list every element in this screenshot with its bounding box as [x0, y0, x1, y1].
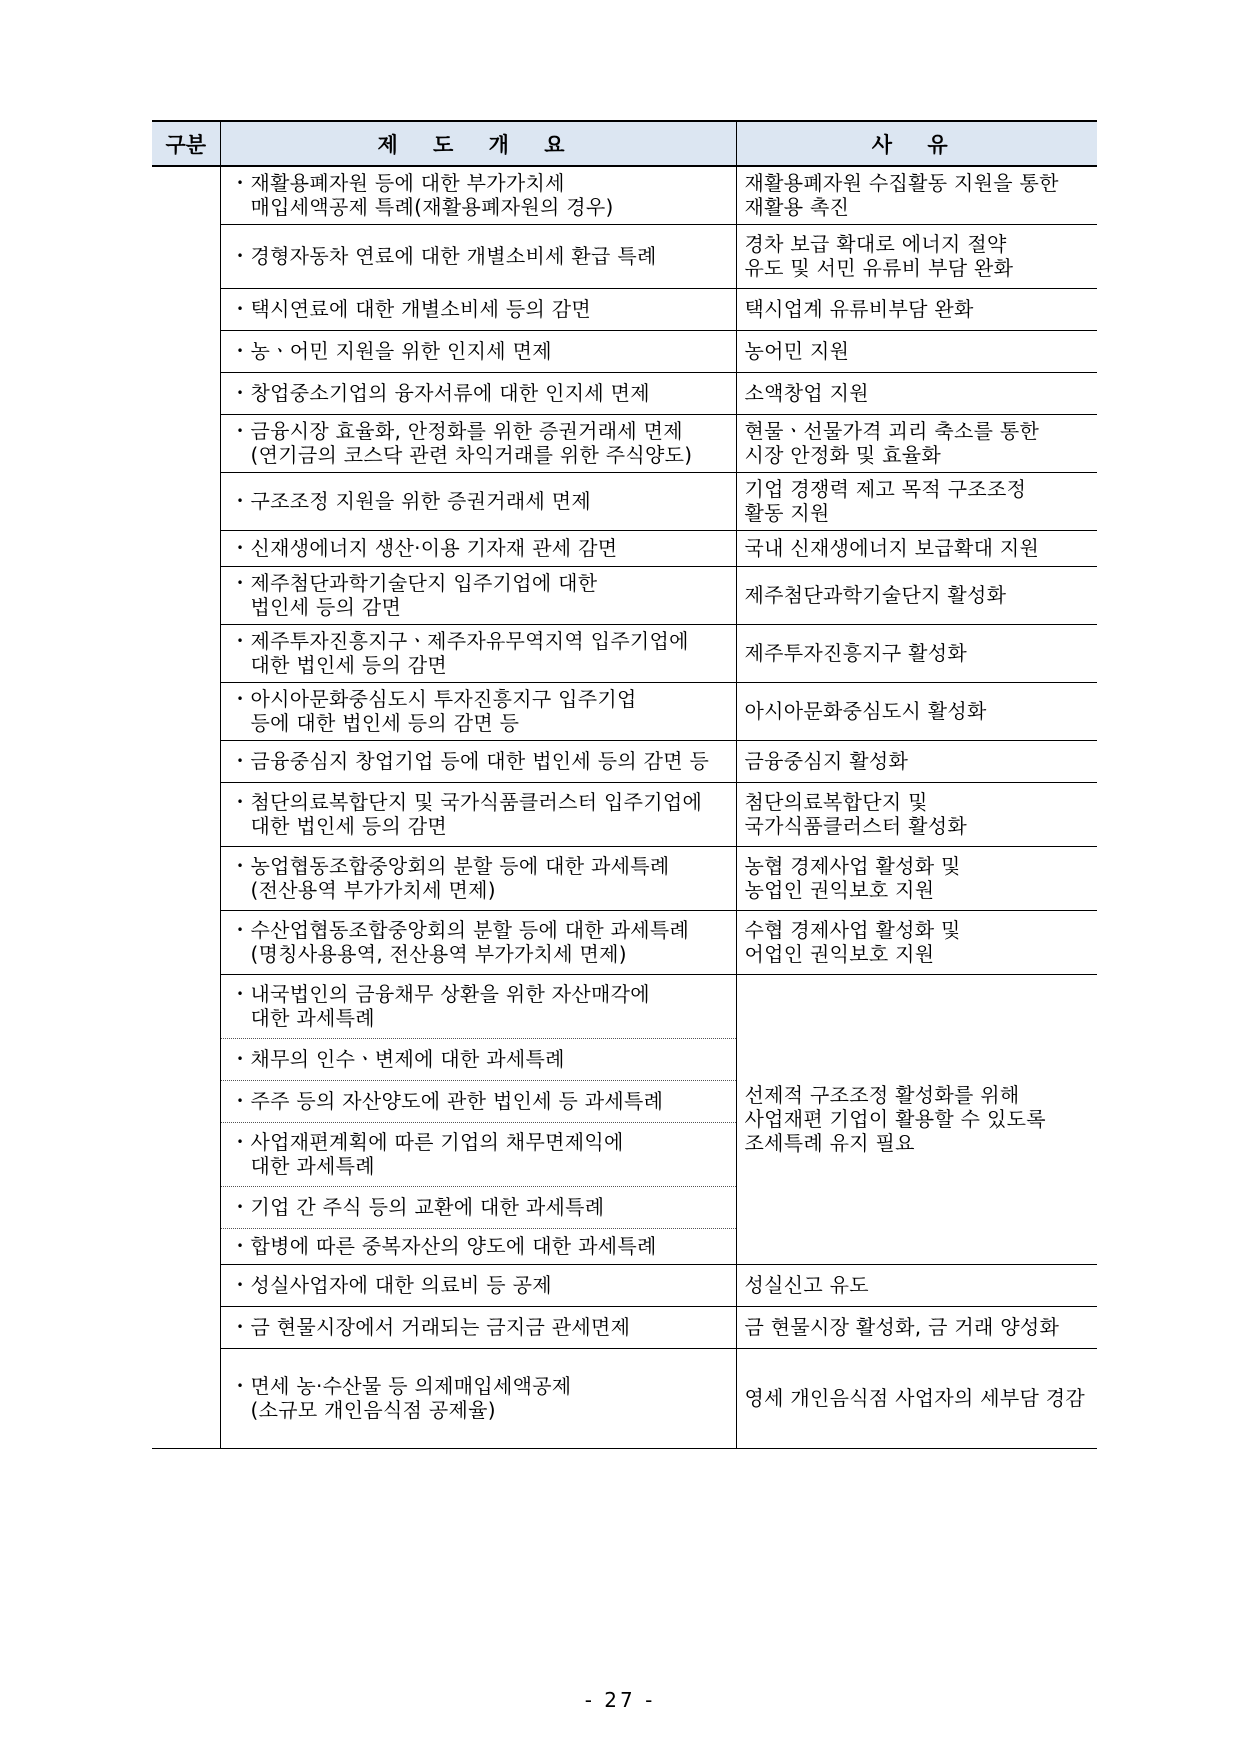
- reason-cell: [736, 846, 1097, 910]
- description-text: 농업협동조합중앙회의 분할 등에 대한 과세특례 (전산용역 부가가치세 면제): [250, 854, 670, 902]
- reason-cell: [736, 1348, 1097, 1448]
- description-text: 재활용폐자원 등에 대한 부가가치세 매입세액공제 특례(재활용폐자원의 경우): [250, 171, 614, 220]
- description-text: 금 현물시장에서 거래되는 금지금 관세면제: [250, 1315, 631, 1339]
- reason-cell: [736, 974, 1097, 1264]
- description-text: 사업재편계획에 따른 기업의 채무면제익에 대한 과세특례: [250, 1130, 624, 1178]
- header-reason: 사 유: [736, 121, 1097, 166]
- reason-text: 수협 경제사업 활성화 및 어업인 권익보호 지원: [744, 918, 961, 966]
- description-cell: [220, 372, 736, 414]
- reason-cell: [736, 910, 1097, 974]
- bullet-icon: •: [236, 302, 244, 316]
- bullet-icon: •: [236, 987, 244, 1001]
- reason-text: 영세 개인음식점 사업자의 세부담 경감: [744, 1386, 1086, 1410]
- description-text: 택시연료에 대한 개별소비세 등의 감면: [250, 297, 592, 321]
- table-header-row: [152, 121, 1097, 166]
- reason-cell: [736, 414, 1097, 472]
- description-cell: [220, 1264, 736, 1306]
- description-text: 제주첨단과학기술단지 입주기업에 대한 법인세 등의 감면: [250, 571, 598, 619]
- bullet-icon: •: [236, 1135, 244, 1149]
- description-cell: [220, 1306, 736, 1348]
- table-row: [152, 288, 1097, 330]
- reason-text: 기업 경쟁력 제고 목적 구조조정 활동 지원: [744, 477, 1027, 525]
- bullet-icon: •: [236, 494, 244, 508]
- header-description: 제 도 개 요: [220, 121, 736, 166]
- bullet-icon: •: [236, 576, 244, 590]
- bullet-icon: •: [236, 634, 244, 648]
- reason-cell: [736, 782, 1097, 846]
- reason-text: 소액창업 지원: [744, 381, 869, 405]
- description-cell: [220, 224, 736, 288]
- bullet-icon: •: [236, 754, 244, 768]
- table-row: [152, 1348, 1097, 1448]
- description-cell: [220, 910, 736, 974]
- reason-text: 경차 보급 확대로 에너지 절약 유도 및 서민 유류비 부담 완화: [744, 232, 1014, 280]
- table-row: [152, 530, 1097, 566]
- table-row: [152, 846, 1097, 910]
- table-row: [152, 782, 1097, 846]
- bullet-icon: •: [236, 1052, 244, 1066]
- reason-text: 성실신고 유도: [744, 1273, 869, 1297]
- description-text: 합병에 따른 중복자산의 양도에 대한 과세특례: [250, 1234, 657, 1258]
- description-cell: [220, 782, 736, 846]
- reason-text: 현물ㆍ선물가격 괴리 축소를 통한 시장 안정화 및 효율화: [744, 419, 1040, 467]
- table-row: [152, 224, 1097, 288]
- description-text: 구조조정 지원을 위한 증권거래세 면제: [250, 489, 592, 513]
- table-row: [152, 566, 1097, 624]
- description-text: 내국법인의 금융채무 상환을 위한 자산매각에 대한 과세특례: [250, 982, 650, 1030]
- description-cell: [220, 1122, 736, 1186]
- reason-cell: [736, 224, 1097, 288]
- description-text: 금융시장 효율화, 안정화를 위한 증권거래세 면제 (연기금의 코스닥 관련 차익거래를 위한 주식양도): [250, 419, 693, 467]
- reason-text: 농협 경제사업 활성화 및 농업인 권익보호 지원: [744, 854, 961, 902]
- bullet-icon: •: [236, 923, 244, 937]
- bullet-icon: •: [236, 541, 244, 555]
- reason-cell: [736, 1306, 1097, 1348]
- bullet-icon: •: [236, 344, 244, 358]
- reason-text: 아시아문화중심도시 활성화: [744, 699, 987, 723]
- reason-cell: [736, 682, 1097, 740]
- description-cell: [220, 1228, 736, 1264]
- description-text: 신재생에너지 생산·이용 기자재 관세 감면: [250, 536, 618, 560]
- description-text: 금융중심지 창업기업 등에 대한 법인세 등의 감면 등: [250, 749, 710, 773]
- reason-cell: [736, 330, 1097, 372]
- reason-text: 금융중심지 활성화: [744, 749, 909, 773]
- reason-text: 선제적 구조조정 활성화를 위해 사업재편 기업이 활용할 수 있도록 조세특례 유지 필요: [744, 1083, 1046, 1155]
- description-cell: [220, 682, 736, 740]
- reason-text: 농어민 지원: [744, 339, 850, 363]
- bullet-icon: •: [236, 795, 244, 809]
- description-cell: [220, 1348, 736, 1448]
- description-cell: [220, 846, 736, 910]
- description-text: 제주투자진흥지구ㆍ제주자유무역지역 입주기업에 대한 법인세 등의 감면: [250, 629, 689, 677]
- description-cell: [220, 1186, 736, 1228]
- table-row: [152, 372, 1097, 414]
- description-cell: [220, 330, 736, 372]
- description-text: 아시아문화중심도시 투자진흥지구 입주기업 등에 대한 법인세 등의 감면 등: [250, 687, 637, 735]
- reason-cell: [736, 166, 1097, 224]
- reason-cell: [736, 288, 1097, 330]
- table-row: [152, 682, 1097, 740]
- table-row: [152, 330, 1097, 372]
- bullet-icon: •: [236, 176, 244, 191]
- page-number: - 27 -: [584, 1688, 656, 1712]
- bullet-icon: •: [236, 249, 244, 263]
- reason-cell: [736, 1264, 1097, 1306]
- description-text: 수산업협동조합중앙회의 분할 등에 대한 과세특례 (명칭사용용역, 전산용역 부가가치세 면제): [250, 918, 690, 966]
- description-text: 첨단의료복합단지 및 국가식품클러스터 입주기업에 대한 법인세 등의 감면: [250, 790, 703, 838]
- description-text: 기업 간 주식 등의 교환에 대한 과세특례: [250, 1195, 605, 1219]
- table-row: [152, 910, 1097, 974]
- bullet-icon: •: [236, 859, 244, 873]
- description-cell: [220, 1080, 736, 1122]
- description-cell: [220, 624, 736, 682]
- reason-cell: [736, 372, 1097, 414]
- description-cell: [220, 740, 736, 782]
- description-text: 농ㆍ어민 지원을 위한 인지세 면제: [250, 339, 552, 363]
- description-text: 면세 농·수산물 등 의제매입세액공제 (소규모 개인음식점 공제율): [250, 1374, 572, 1422]
- description-cell: [220, 414, 736, 472]
- gubun-cell: [152, 166, 220, 1448]
- table-row: [152, 624, 1097, 682]
- table-row: [152, 472, 1097, 530]
- table-row: [152, 414, 1097, 472]
- description-cell: [220, 288, 736, 330]
- bullet-icon: •: [236, 1278, 244, 1292]
- bullet-icon: •: [236, 386, 244, 400]
- reason-cell: [736, 530, 1097, 566]
- table-row: [152, 166, 1097, 224]
- reason-text: 제주첨단과학기술단지 활성화: [744, 583, 1007, 607]
- reason-text: 재활용폐자원 수집활동 지원을 통한 재활용 촉진: [744, 171, 1059, 220]
- description-text: 창업중소기업의 융자서류에 대한 인지세 면제: [250, 381, 650, 405]
- description-text: 주주 등의 자산양도에 관한 법인세 등 과세특례: [250, 1089, 664, 1113]
- reason-text: 국내 신재생에너지 보급확대 지원: [744, 536, 1040, 560]
- reason-text: 금 현물시장 활성화, 금 거래 양성화: [744, 1315, 1060, 1339]
- reason-cell: [736, 472, 1097, 530]
- description-text: 경형자동차 연료에 대한 개별소비세 환급 특례: [250, 244, 657, 268]
- description-text: 성실사업자에 대한 의료비 등 공제: [250, 1273, 552, 1297]
- bullet-icon: •: [236, 424, 244, 438]
- table-row: [152, 740, 1097, 782]
- header-gubun: 구분: [152, 121, 220, 166]
- bullet-icon: •: [236, 692, 244, 706]
- description-cell: [220, 166, 736, 224]
- reason-text: 택시업계 유류비부담 완화: [744, 297, 974, 321]
- description-cell: [220, 974, 736, 1038]
- bullet-icon: •: [236, 1320, 244, 1334]
- reason-cell: [736, 566, 1097, 624]
- description-cell: [220, 530, 736, 566]
- table-row: [152, 1306, 1097, 1348]
- table-row: [152, 974, 1097, 1038]
- description-cell: [220, 1038, 736, 1080]
- description-cell: [220, 566, 736, 624]
- bullet-icon: •: [236, 1239, 244, 1253]
- bullet-icon: •: [236, 1094, 244, 1108]
- reason-text: 첨단의료복합단지 및 국가식품클러스터 활성화: [744, 790, 967, 838]
- bullet-icon: •: [236, 1200, 244, 1214]
- reason-text: 제주투자진흥지구 활성화: [744, 641, 967, 665]
- description-text: 채무의 인수ㆍ변제에 대한 과세특례: [250, 1047, 565, 1071]
- bullet-icon: •: [236, 1379, 244, 1393]
- table-row: [152, 1264, 1097, 1306]
- reason-cell: [736, 740, 1097, 782]
- reason-cell: [736, 624, 1097, 682]
- description-cell: [220, 472, 736, 530]
- tax-policy-table: [152, 120, 1097, 1449]
